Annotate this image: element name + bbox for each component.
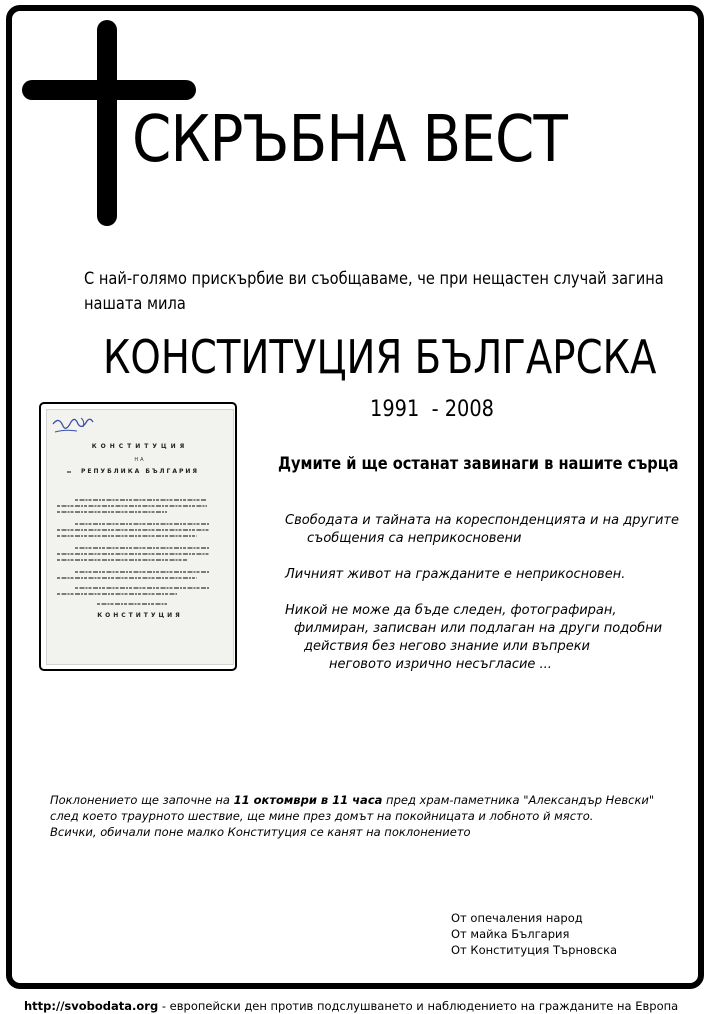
ceremony-prefix: Поклонението ще започне на [50, 793, 234, 807]
document-paper [46, 409, 234, 665]
years: 1991 - 2008 [370, 397, 494, 422]
constitution-quotes [285, 512, 695, 692]
document-preposition: НА [134, 457, 146, 463]
quote-2 [285, 566, 695, 584]
intro-line-2: нашата мила [84, 294, 186, 314]
quote-line: филмиран, записван или подлаган на други подобни [294, 621, 663, 636]
ceremony-line-1 [50, 792, 690, 808]
deceased-name: КОНСТИТУЦИЯ БЪЛГАРСКА [103, 330, 657, 384]
slogan: Думите й ще останат завинаги в нашите сърца [278, 454, 679, 474]
intro-text [84, 267, 664, 317]
quote-line: Свободата и тайната на кореспонденцията и на другите [285, 513, 679, 528]
footer [24, 999, 711, 1013]
document-subtitle: РЕПУБЛИКА БЪЛГАРИЯ [80, 468, 200, 475]
signature-line: От Конституция Търновска [451, 943, 618, 957]
footer-link[interactable]: http://svobodata.org [24, 999, 159, 1013]
quote-line: съобщения са неприкосновени [307, 531, 522, 546]
ceremony-line-2: след което траурното шествие, ще мине през домът на покойницата и лобното й място. [50, 809, 594, 823]
quote-1 [285, 512, 695, 548]
signature-block [451, 910, 691, 958]
footer-text: - европейски ден против подслушването и наблюдението на гражданите на Европа [158, 999, 679, 1013]
ceremony-date: 11 октомври в 11 часа [233, 793, 383, 807]
quote-line: Никой не може да бъде следен, фотографиран, [285, 603, 617, 618]
document-title: КОНСТИТУЦИЯ [91, 443, 189, 450]
ceremony-announcement [50, 792, 690, 840]
cross-icon [97, 20, 117, 226]
ceremony-suffix: пред храм-паметника "Александър Невски" [382, 793, 655, 807]
quote-line: Личният живот на гражданите е неприкосновен. [285, 567, 626, 582]
ceremony-line-3: Всички, обичали поне малко Конституция се канят на поклонението [50, 825, 471, 839]
signature-line: От опечалeния народ [451, 911, 583, 925]
quote-3 [285, 602, 695, 674]
quote-line: действия без негово знание или въпреки [304, 639, 590, 654]
intro-line-1: С най-голямо прискърбие ви съобщаваме, че при нещастен случай загина [84, 269, 664, 289]
quote-line: неговото изрично несъгласие ... [329, 657, 552, 672]
cross-icon-bar [22, 80, 196, 100]
constitution-document-photo [39, 402, 237, 671]
headline: СКРЪБНА ВЕСТ [132, 103, 567, 177]
signature-line: От майка България [451, 927, 570, 941]
document-footer: КОНСТИТУЦИЯ [97, 612, 183, 619]
